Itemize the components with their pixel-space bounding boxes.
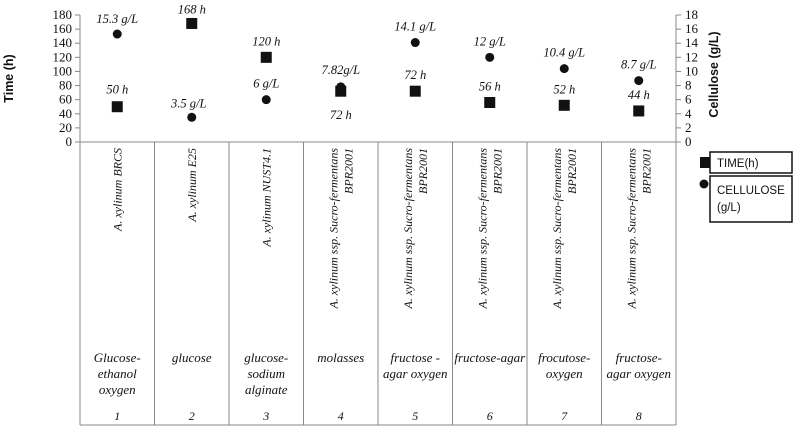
tick-label-right: 16 [685, 21, 698, 37]
tick-label-left: 100 [52, 63, 72, 79]
category-organism: A. xylinum NUST4.1 [259, 148, 274, 247]
time-point [633, 105, 644, 116]
category-substrate: ethanol [97, 366, 137, 381]
cellulose-point [187, 113, 196, 122]
cellulose-data-label: 10.4 g/L [543, 45, 586, 60]
category-number: 7 [561, 409, 568, 423]
category-substrate: fructose- [615, 350, 662, 365]
category-organism: A. xylinum BRCS [110, 148, 125, 231]
time-data-label: 50 h [106, 82, 129, 97]
time-point [410, 86, 421, 97]
category-organism: A. xylinum ssp. Sucro-fermentans [624, 148, 639, 309]
cellulose-point [262, 95, 271, 104]
time-data-label: 120 h [252, 34, 281, 49]
time-data-label: 56 h [478, 79, 501, 94]
cellulose-point [560, 64, 569, 73]
category-number: 2 [188, 409, 195, 423]
category-substrate: glucose [171, 350, 212, 365]
cellulose-point [411, 38, 420, 47]
category-organism: BPR2001 [564, 148, 579, 194]
category-substrate: agar oxygen [382, 366, 448, 381]
category-substrate: molasses [317, 350, 365, 365]
time-data-label: 72 h [404, 68, 427, 83]
cellulose-data-label: 15.3 g/L [96, 12, 139, 27]
tick-label-right: 14 [685, 35, 698, 51]
cellulose-data-label: 3.5 g/L [171, 96, 207, 111]
cellulose-data-label: 12 g/L [473, 34, 506, 49]
time-point [484, 97, 495, 108]
category-organism: BPR2001 [639, 148, 654, 194]
category-organism: BPR2001 [490, 148, 505, 194]
tick-label-left: 80 [59, 77, 72, 93]
category-organism: A. xylinum ssp. Sucro-fermentans [400, 148, 415, 309]
category-substrate: fructose-agar [454, 350, 526, 365]
tick-label-left: 60 [59, 91, 72, 107]
cellulose-data-label: 8.7 g/L [621, 57, 657, 72]
tick-label-right: 6 [685, 91, 692, 107]
category-substrate: Glucose- [93, 350, 141, 365]
tick-label-right: 10 [685, 63, 698, 79]
y-axis-left-title: Time (h) [2, 54, 16, 103]
y-axis-right-title: Cellulose (g/L) [707, 31, 721, 118]
tick-labels [53, 7, 699, 149]
tick-label-left: 120 [52, 49, 72, 65]
legend-cellulose-label: CELLULOSE [717, 185, 785, 197]
category-number: 6 [486, 409, 493, 423]
category-substrate: fructose - [390, 350, 440, 365]
tick-label-right: 18 [685, 7, 698, 22]
category-organism: BPR2001 [415, 148, 430, 194]
tick-label-left: 40 [59, 105, 72, 121]
cellulose-point [485, 53, 494, 62]
cellulose-point [634, 76, 643, 85]
time-data-label: 72 h [329, 108, 352, 123]
cellulose-data-label: 6 g/L [253, 76, 280, 91]
category-organism: A. xylinum ssp. Sucro-fermentans [326, 148, 341, 309]
cellulose-point [113, 30, 122, 39]
tick-label-left: 180 [52, 7, 72, 22]
tick-label-left: 160 [52, 21, 72, 37]
legend [700, 152, 793, 222]
tick-label-right: 8 [685, 77, 692, 93]
category-number: 4 [337, 409, 344, 423]
category-organism: A. xylinum ssp. Sucro-fermentans [475, 148, 490, 309]
category-organism: BPR2001 [341, 148, 356, 194]
tick-label-left: 0 [65, 134, 72, 149]
time-data-label: 44 h [627, 87, 650, 102]
tick-label-right: 4 [685, 105, 692, 121]
time-data-label: 52 h [553, 82, 576, 97]
category-number: 8 [635, 409, 642, 423]
tick-label-right: 12 [685, 49, 698, 65]
time-data-label: 168 h [177, 2, 206, 17]
category-substrate: glucose- [244, 350, 289, 365]
time-point [112, 101, 123, 112]
tick-label-left: 20 [59, 119, 72, 135]
cellulose-data-label: 14.1 g/L [394, 19, 437, 34]
category-organism: A. xylinum E25 [184, 148, 199, 222]
category-number: 1 [114, 409, 121, 423]
time-point [261, 52, 272, 63]
legend-cellulose-marker [700, 180, 709, 189]
category-labels [94, 148, 671, 423]
category-substrate: oxygen [545, 366, 583, 381]
cellulose-point [336, 82, 345, 91]
category-substrate: agar oxygen [606, 366, 672, 381]
data-marks [96, 2, 656, 122]
time-point [186, 18, 197, 29]
category-number: 3 [263, 409, 270, 423]
category-organism: A. xylinum ssp. Sucro-fermentans [549, 148, 564, 309]
tick-label-right: 2 [685, 119, 692, 135]
category-number: 5 [412, 409, 419, 423]
category-substrate: sodium [247, 366, 286, 381]
cellulose-data-label: 7.82g/L [321, 62, 361, 77]
tick-label-left: 140 [52, 35, 72, 51]
legend-cellulose-box [710, 176, 792, 222]
category-substrate: frocutose- [538, 350, 591, 365]
legend-cellulose-label: (g/L) [717, 202, 741, 214]
legend-time-label: TIME(h) [717, 158, 759, 170]
category-substrate: alginate [244, 382, 288, 397]
time-point [559, 100, 570, 111]
tick-label-right: 0 [685, 134, 692, 149]
category-substrate: oxygen [98, 382, 136, 397]
